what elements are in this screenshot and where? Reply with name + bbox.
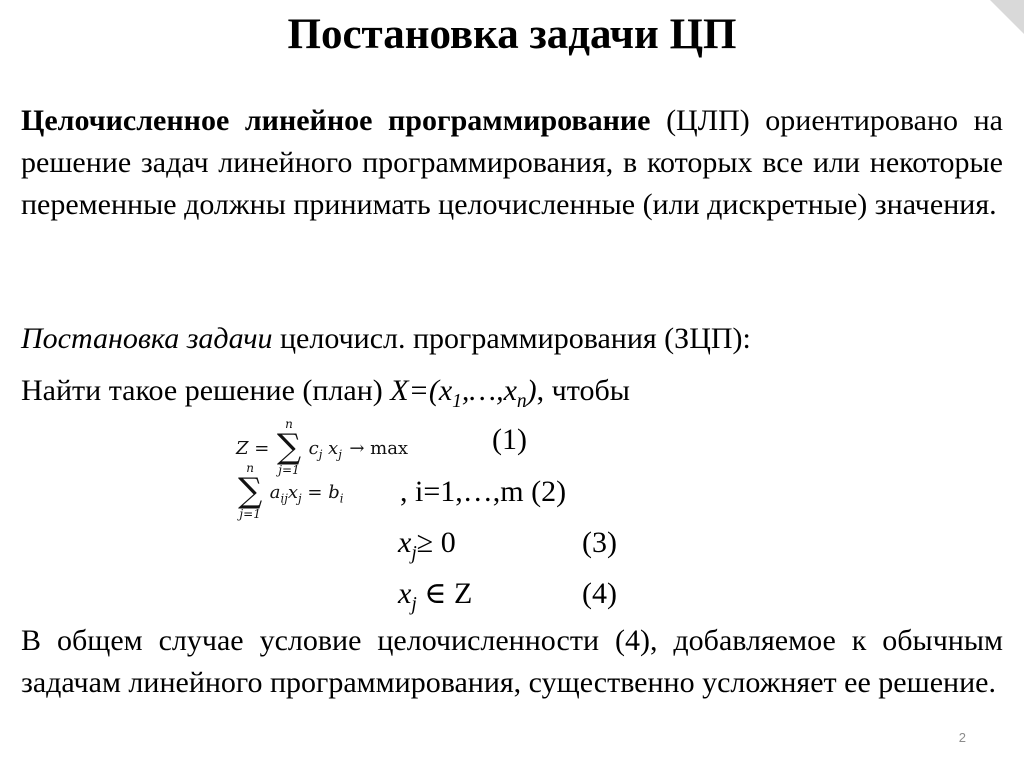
formula-1-body: $c_j$ $x_j$ [308,437,342,462]
formula-2 [238,462,343,520]
find-prefix: Найти такое решение (план) [21,374,391,407]
intro-text: (ЦЛП) ориентировано на решение задач линейного программирования, в которых все или некоторые переменные должны принимать целочисленные (или дискретные) значения. [21,104,1003,221]
plan-vector: $X=(x_1,\dots,x_n)$ [390,374,537,412]
formula-4: $x_j$ ∈ Z [398,577,473,615]
find-line [21,370,1003,423]
conclusion-paragraph: В общем случае условие целочисленности (4), добавляемое к обычным задачам линейного программирования, существенно усложняет ее решение. [21,624,1003,699]
page-number: 2 [958,730,966,745]
formula-1-label: (1) [492,423,527,456]
statement-line [21,318,1003,360]
intro-paragraph [21,100,1003,226]
statement-italic: Постановка задачи [21,322,273,355]
find-suffix: , чтобы [536,374,630,407]
formula-3-label: (3) [582,526,617,559]
formula-3: $x_j\ge 0$ [398,526,456,564]
formula-2-label: , i=1,…,m (2) [400,475,567,508]
formula-1-lhs: Z = [236,437,270,459]
sum-symbol-1: n ∑ j=1 [276,417,302,477]
term-ilp: Целочисленное линейное программирование [21,104,651,137]
statement-text: целочисл. программирования (ЗЦП): [272,322,751,355]
sum-symbol-2: n ∑ j=1 [238,461,263,521]
formula-1-arrow: → max [349,437,409,459]
formula-4-label: (4) [582,577,617,610]
formula-2-body: $a_{ij}x_j = b_i$ [269,481,344,506]
slide-title: Постановка задачи ЦП [287,11,737,58]
